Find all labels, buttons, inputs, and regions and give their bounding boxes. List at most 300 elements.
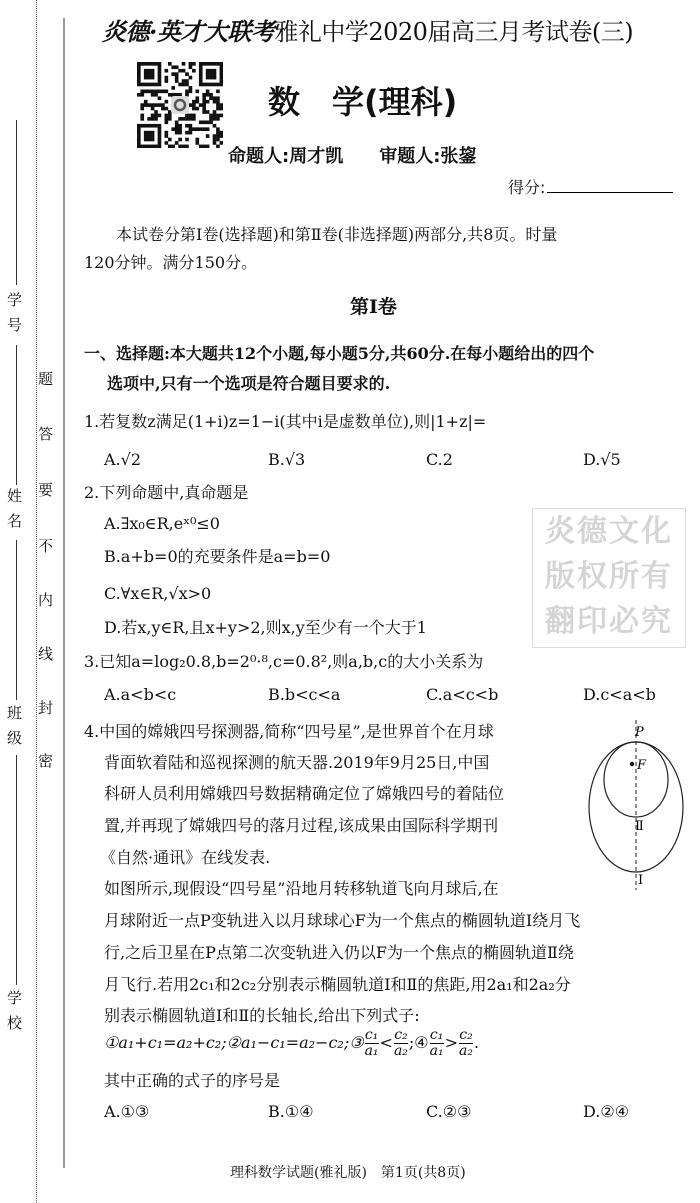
q2-option-a: A.∃x₀∈R,eˣ⁰≤0 bbox=[104, 514, 220, 533]
q4-option-a: A.①③ bbox=[104, 1102, 150, 1121]
qr-module bbox=[165, 69, 169, 73]
qr-module bbox=[147, 76, 151, 80]
qr-module bbox=[213, 124, 217, 128]
qr-module bbox=[158, 69, 162, 73]
qr-module bbox=[165, 117, 169, 121]
qr-module bbox=[185, 83, 189, 87]
qr-module bbox=[206, 76, 210, 80]
qr-module bbox=[216, 83, 220, 87]
qr-module bbox=[140, 124, 144, 128]
qr-module bbox=[137, 65, 141, 69]
qr-module bbox=[182, 69, 186, 73]
qr-module bbox=[216, 138, 220, 142]
qr-module bbox=[175, 72, 179, 76]
qr-module bbox=[158, 76, 162, 80]
qr-module bbox=[151, 138, 155, 142]
qr-module bbox=[213, 114, 217, 118]
qr-module bbox=[216, 96, 220, 100]
qr-module bbox=[199, 62, 203, 66]
qr-module bbox=[206, 134, 210, 138]
qr-module bbox=[137, 134, 141, 138]
qr-module bbox=[220, 83, 223, 87]
school-label: 学校 bbox=[5, 990, 23, 1040]
score-field bbox=[508, 180, 673, 196]
seal-char: 线 bbox=[38, 645, 54, 663]
qr-module bbox=[137, 76, 141, 80]
fraction-denominator: a₁ bbox=[364, 1043, 379, 1059]
qr-module bbox=[140, 114, 144, 118]
q4-line: 如图所示,现假设“四号星”沿地月转移轨道飞向月球后,在 bbox=[104, 879, 499, 898]
qr-module bbox=[165, 134, 169, 138]
qr-module bbox=[189, 117, 193, 121]
qr-module bbox=[213, 100, 217, 104]
label-orbit-1: Ⅰ bbox=[638, 873, 644, 888]
seal-char: 封 bbox=[38, 699, 54, 717]
qr-module bbox=[216, 90, 220, 94]
qr-module bbox=[216, 107, 220, 111]
qr-module bbox=[154, 93, 158, 97]
question-2-stem: 2.下列命题中,真命题是 bbox=[84, 483, 249, 502]
qr-module bbox=[189, 103, 193, 107]
qr-module bbox=[189, 65, 193, 69]
q4-line: 背面软着陆和巡视探测的航天器.2019年9月25日,中国 bbox=[104, 753, 490, 772]
qr-module bbox=[165, 107, 169, 111]
label-orbit-2: Ⅱ bbox=[635, 819, 644, 834]
qr-module bbox=[202, 107, 206, 111]
qr-module bbox=[158, 114, 162, 118]
exam-title bbox=[102, 17, 634, 46]
authors: 命题人:周才凯 审题人:张鋆 bbox=[228, 146, 477, 167]
q4-option-b: B.①④ bbox=[268, 1102, 314, 1121]
qr-module bbox=[185, 138, 189, 142]
fraction-denominator: a₂ bbox=[393, 1043, 408, 1059]
qr-module bbox=[195, 141, 199, 145]
qr-module bbox=[213, 83, 217, 87]
qr-module bbox=[220, 107, 223, 111]
qr-module bbox=[213, 62, 217, 66]
qr-module bbox=[147, 134, 151, 138]
qr-module bbox=[137, 72, 141, 76]
qr-module bbox=[140, 90, 144, 94]
qr-module bbox=[140, 103, 144, 107]
qr-module bbox=[137, 127, 141, 131]
qr-module bbox=[151, 76, 155, 80]
qr-module bbox=[175, 65, 179, 69]
qr-module bbox=[175, 131, 179, 135]
seal-char: 内 bbox=[38, 591, 54, 609]
qr-module bbox=[202, 120, 206, 124]
qr-module bbox=[171, 127, 175, 131]
qr-module bbox=[151, 107, 155, 111]
qr-module bbox=[192, 103, 196, 107]
qr-module bbox=[178, 127, 182, 131]
qr-module bbox=[202, 100, 206, 104]
title-rest: 雅礼中学2020届高三月考试卷(三) bbox=[274, 18, 634, 46]
q3-option-a: A.a<b<c bbox=[104, 685, 177, 704]
qr-module bbox=[144, 131, 148, 135]
qr-module bbox=[144, 76, 148, 80]
q4-option-d: D.②④ bbox=[583, 1102, 630, 1121]
qr-module bbox=[144, 90, 148, 94]
qr-module bbox=[182, 62, 186, 66]
section-heading-2: 选项中,只有一个选项是符合题目要求的. bbox=[107, 374, 391, 393]
qr-module bbox=[220, 134, 223, 138]
qr-module bbox=[189, 124, 193, 128]
qr-module bbox=[151, 90, 155, 94]
seal-char: 要 bbox=[38, 481, 54, 499]
qr-module bbox=[189, 86, 193, 90]
qr-module bbox=[154, 114, 158, 118]
fraction-numerator: c₂ bbox=[459, 1027, 473, 1043]
qr-module bbox=[147, 62, 151, 66]
qr-module bbox=[151, 62, 155, 66]
qr-module bbox=[154, 145, 158, 148]
qr-module bbox=[182, 79, 186, 83]
qr-module bbox=[147, 138, 151, 142]
fraction bbox=[459, 1028, 473, 1059]
qr-module bbox=[220, 141, 223, 145]
q2-option-b: B.a+b=0的充要条件是a=b=0 bbox=[104, 547, 331, 566]
qr-module bbox=[209, 62, 213, 66]
qr-module bbox=[213, 110, 217, 114]
label-f: F bbox=[637, 758, 647, 773]
qr-module bbox=[195, 90, 199, 94]
qr-module bbox=[195, 138, 199, 142]
qr-module bbox=[185, 90, 189, 94]
q4-line: 别表示椭圆轨道Ⅰ和Ⅱ的长轴长,给出下列式子: bbox=[104, 1006, 420, 1025]
qr-module bbox=[154, 110, 158, 114]
qr-module bbox=[182, 145, 186, 148]
qr-module bbox=[154, 103, 158, 107]
seal-char: 题 bbox=[38, 370, 54, 388]
qr-module bbox=[165, 79, 169, 83]
qr-module bbox=[151, 72, 155, 76]
qr-module bbox=[137, 131, 141, 135]
qr-module bbox=[175, 124, 179, 128]
qr-module bbox=[158, 96, 162, 100]
qr-module bbox=[137, 124, 141, 128]
qr-module bbox=[189, 76, 193, 80]
qr-module bbox=[213, 72, 217, 76]
fraction-numerator: c₁ bbox=[429, 1027, 444, 1043]
qr-module bbox=[147, 69, 151, 73]
qr-module bbox=[140, 93, 144, 97]
qr-module bbox=[209, 114, 213, 118]
qr-module bbox=[213, 138, 217, 142]
qr-module bbox=[144, 69, 148, 73]
qr-module bbox=[192, 100, 196, 104]
qr-module bbox=[199, 120, 203, 124]
qr-module bbox=[189, 131, 193, 135]
qr-module bbox=[175, 127, 179, 131]
qr-module bbox=[185, 131, 189, 135]
qr-module bbox=[206, 145, 210, 148]
formula-part: < bbox=[379, 1033, 393, 1052]
qr-module bbox=[154, 117, 158, 121]
qr-module bbox=[220, 72, 223, 76]
qr-module bbox=[202, 83, 206, 87]
section-heading-1: 一、选择题:本大题共12个小题,每小题5分,共60分.在每小题给出的四个 bbox=[84, 344, 595, 363]
qr-module bbox=[199, 76, 203, 80]
qr-module bbox=[175, 141, 179, 145]
fraction-denominator: a₂ bbox=[459, 1043, 473, 1059]
qr-module bbox=[195, 127, 199, 131]
qr-module bbox=[185, 79, 189, 83]
qr-module bbox=[209, 69, 213, 73]
qr-module bbox=[158, 141, 162, 145]
qr-module bbox=[192, 69, 196, 73]
qr-module bbox=[178, 117, 182, 121]
qr-module bbox=[140, 62, 144, 66]
qr-module bbox=[195, 96, 199, 100]
qr-module bbox=[168, 114, 172, 118]
qr-module bbox=[165, 131, 169, 135]
qr-module bbox=[165, 100, 169, 104]
qr-module bbox=[213, 134, 217, 138]
qr-module bbox=[147, 72, 151, 76]
qr-module bbox=[144, 100, 148, 104]
qr-module bbox=[137, 62, 141, 66]
watermark-line: 翻印必究 bbox=[545, 604, 673, 639]
qr-module bbox=[154, 62, 158, 66]
q1-option-b: B.√3 bbox=[268, 450, 306, 469]
qr-module bbox=[168, 117, 172, 121]
qr-module bbox=[199, 145, 203, 148]
watermark-line: 炎德文化 bbox=[545, 514, 673, 549]
qr-module bbox=[185, 124, 189, 128]
qr-module bbox=[216, 134, 220, 138]
qr-module bbox=[175, 120, 179, 124]
qr-module bbox=[178, 131, 182, 135]
qr-module bbox=[206, 93, 210, 97]
copyright-watermark bbox=[532, 508, 686, 648]
qr-module bbox=[165, 76, 169, 80]
qr-module bbox=[158, 127, 162, 131]
qr-module bbox=[216, 62, 220, 66]
qr-module bbox=[189, 127, 193, 131]
qr-module bbox=[209, 96, 213, 100]
qr-module bbox=[206, 72, 210, 76]
qr-module bbox=[220, 69, 223, 73]
qr-module bbox=[202, 93, 206, 97]
qr-module bbox=[220, 65, 223, 69]
qr-module bbox=[202, 103, 206, 107]
qr-module bbox=[178, 69, 182, 73]
qr-module bbox=[165, 114, 169, 118]
qr-module bbox=[158, 83, 162, 87]
q2-option-c: C.∀x∈R,√x>0 bbox=[104, 584, 212, 603]
qr-module bbox=[158, 124, 162, 128]
orbit-diagram bbox=[580, 718, 690, 893]
qr-module bbox=[144, 62, 148, 66]
qr-module bbox=[189, 90, 193, 94]
title-brand: 炎德·英才大联考 bbox=[102, 17, 275, 46]
qr-module bbox=[137, 69, 141, 73]
qr-module bbox=[144, 134, 148, 138]
qr-module bbox=[202, 110, 206, 114]
qr-module bbox=[202, 127, 206, 131]
class-underline bbox=[16, 540, 17, 700]
qr-module bbox=[144, 138, 148, 142]
qr-module bbox=[178, 138, 182, 142]
qr-module bbox=[147, 145, 151, 148]
formula-part: . bbox=[473, 1033, 480, 1052]
q4-line: 4.中国的嫦娥四号探测器,简称“四号星”,是世界首个在月球 bbox=[84, 722, 494, 741]
question-3-stem: 3.已知a=log₂0.8,b=2⁰·⁸,c=0.8²,则a,b,c的大小关系为 bbox=[84, 652, 484, 671]
qr-module bbox=[137, 138, 141, 142]
qr-module bbox=[209, 76, 213, 80]
volume-title: 第Ⅰ卷 bbox=[350, 296, 397, 318]
q4-line: 月飞行.若用2c₁和2c₂分别表示椭圆轨道Ⅰ和Ⅱ的焦距,用2a₁和2a₂分 bbox=[104, 975, 571, 994]
qr-module bbox=[165, 90, 169, 94]
fraction-numerator: c₂ bbox=[394, 1027, 408, 1043]
qr-module bbox=[202, 96, 206, 100]
qr-module bbox=[216, 145, 220, 148]
qr-module bbox=[199, 103, 203, 107]
q4-ask: 其中正确的式子的序号是 bbox=[104, 1071, 281, 1090]
school-underline bbox=[16, 755, 17, 985]
qr-module bbox=[199, 79, 203, 83]
qr-module bbox=[192, 127, 196, 131]
qr-module bbox=[140, 83, 144, 87]
qr-module bbox=[151, 117, 155, 121]
qr-module bbox=[206, 120, 210, 124]
qr-module bbox=[158, 90, 162, 94]
qr-module bbox=[195, 107, 199, 111]
qr-module bbox=[216, 131, 220, 135]
qr-module bbox=[206, 69, 210, 73]
score-label: 得分: bbox=[508, 178, 546, 197]
qr-module bbox=[151, 145, 155, 148]
qr-module bbox=[158, 65, 162, 69]
qr-module bbox=[151, 83, 155, 87]
qr-module bbox=[151, 124, 155, 128]
qr-module bbox=[147, 117, 151, 121]
qr-module bbox=[216, 103, 220, 107]
qr-module bbox=[137, 79, 141, 83]
qr-module bbox=[178, 145, 182, 148]
qr-module bbox=[165, 141, 169, 145]
qr-module bbox=[144, 145, 148, 148]
watermark-line: 版权所有 bbox=[545, 559, 673, 594]
qr-module bbox=[171, 72, 175, 76]
qr-module bbox=[220, 79, 223, 83]
class-label: 班级 bbox=[5, 705, 23, 755]
student-id-label: 学号 bbox=[5, 292, 23, 342]
q1-option-c: C.2 bbox=[426, 450, 453, 469]
qr-module bbox=[189, 62, 193, 66]
qr-module bbox=[206, 83, 210, 87]
seal-char: 密 bbox=[38, 752, 54, 770]
qr-module bbox=[161, 103, 165, 107]
q4-line: 置,并再现了嫦娥四号的落月过程,该成果由国际科学期刊 bbox=[104, 816, 499, 835]
qr-module bbox=[189, 114, 193, 118]
qr-module bbox=[158, 79, 162, 83]
qr-module bbox=[140, 145, 144, 148]
qr-module bbox=[147, 131, 151, 135]
qr-module bbox=[151, 69, 155, 73]
qr-module bbox=[185, 145, 189, 148]
qr-module bbox=[168, 138, 172, 142]
qr-module bbox=[206, 90, 210, 94]
qr-module bbox=[161, 90, 165, 94]
intro-line-2: 120分钟。满分150分。 bbox=[84, 253, 258, 272]
qr-module bbox=[140, 107, 144, 111]
qr-module bbox=[206, 100, 210, 104]
qr-module bbox=[147, 90, 151, 94]
q1-option-d: D.√5 bbox=[583, 450, 621, 469]
qr-module bbox=[137, 93, 141, 97]
qr-module bbox=[144, 72, 148, 76]
qr-module bbox=[171, 86, 175, 90]
qr-module bbox=[209, 72, 213, 76]
qr-module bbox=[192, 62, 196, 66]
qr-module bbox=[213, 96, 217, 100]
fold-dotted-line bbox=[36, 0, 37, 1203]
qr-module bbox=[185, 114, 189, 118]
qr-module bbox=[220, 62, 223, 66]
qr-module bbox=[199, 127, 203, 131]
seal-char: 不 bbox=[38, 537, 54, 555]
qr-module bbox=[161, 107, 165, 111]
qr-module bbox=[209, 93, 213, 97]
qr-module bbox=[202, 145, 206, 148]
qr-module bbox=[199, 69, 203, 73]
qr-module bbox=[213, 141, 217, 145]
qr-module bbox=[154, 83, 158, 87]
q2-option-d: D.若x,y∈R,且x+y>2,则x,y至少有一个大于1 bbox=[104, 618, 427, 637]
qr-module bbox=[220, 103, 223, 107]
qr-module bbox=[175, 79, 179, 83]
qr-module bbox=[144, 124, 148, 128]
fraction-denominator: a₁ bbox=[429, 1043, 444, 1059]
formula-part: ①a₁+c₁=a₂+c₂;②a₁−c₁=a₂−c₂;③ bbox=[104, 1033, 364, 1052]
qr-module bbox=[175, 76, 179, 80]
qr-module bbox=[165, 120, 169, 124]
fraction bbox=[394, 1028, 408, 1059]
qr-module bbox=[151, 114, 155, 118]
qr-module bbox=[151, 93, 155, 97]
qr-module bbox=[220, 131, 223, 135]
qr-module bbox=[168, 62, 172, 66]
qr-module bbox=[171, 145, 175, 148]
qr-module bbox=[151, 134, 155, 138]
name-label: 姓名 bbox=[5, 488, 23, 538]
intro-line-1: 本试卷分第Ⅰ卷(选择题)和第Ⅱ卷(非选择题)两部分,共8页。时量 bbox=[116, 225, 558, 244]
margin-line bbox=[63, 18, 65, 1168]
qr-module bbox=[178, 83, 182, 87]
qr-module bbox=[178, 124, 182, 128]
qr-module bbox=[158, 145, 162, 148]
qr-module bbox=[158, 62, 162, 66]
qr-module bbox=[158, 131, 162, 135]
qr-module bbox=[168, 93, 172, 97]
qr-module bbox=[137, 141, 141, 145]
q3-option-b: B.b<c<a bbox=[268, 685, 341, 704]
score-blank bbox=[547, 192, 673, 193]
q1-option-a: A.√2 bbox=[104, 450, 142, 469]
qr-module bbox=[199, 83, 203, 87]
qr-module bbox=[213, 76, 217, 80]
q4-line: 《自然·通讯》在线发表. bbox=[100, 848, 271, 867]
qr-module bbox=[216, 114, 220, 118]
focus-point bbox=[630, 762, 634, 766]
qr-module bbox=[209, 120, 213, 124]
q4-formulas bbox=[104, 1028, 479, 1059]
qr-module bbox=[140, 117, 144, 121]
qr-module bbox=[168, 145, 172, 148]
q4-line: 行,之后卫星在P点第二次变轨进入仍以F为一个焦点的椭圆轨道Ⅱ绕 bbox=[104, 943, 574, 962]
